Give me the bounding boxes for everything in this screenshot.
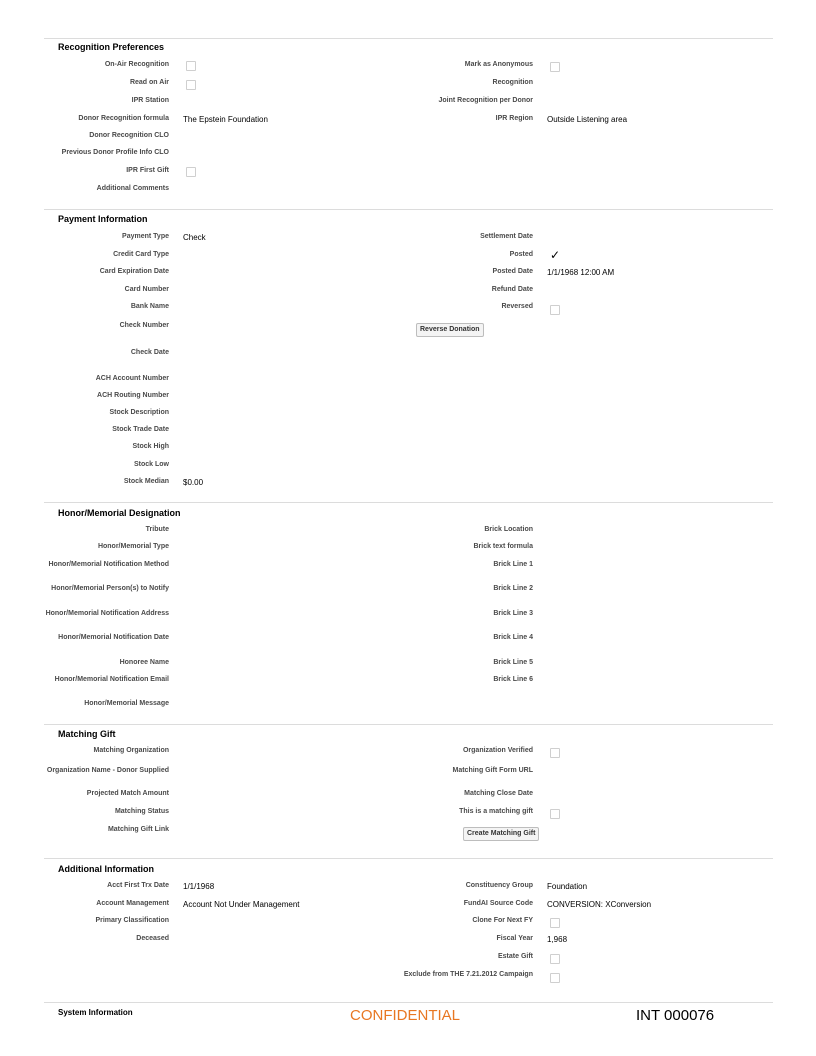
field-label: On-Air Recognition: [104, 61, 169, 68]
field-label: Brick Line 2: [493, 585, 533, 592]
section-divider: [44, 1002, 773, 1003]
field-label: IPR First Gift: [126, 167, 169, 174]
field-label: ACH Routing Number: [97, 392, 169, 399]
bates-number: INT 000076: [636, 1007, 715, 1024]
field-label: Exclude from THE 7.21.2012 Campaign: [403, 971, 533, 978]
field-label: Clone For Next FY: [472, 917, 533, 924]
donor-recognition-formula-value: The Epstein Foundation: [183, 115, 268, 124]
estate-gift-checkbox[interactable]: [550, 954, 560, 964]
matching-gift-checkbox[interactable]: [550, 809, 560, 819]
field-label: Stock Trade Date: [112, 426, 169, 433]
section-divider: [44, 724, 773, 725]
field-label: Matching Close Date: [464, 790, 533, 797]
exclude-campaign-checkbox[interactable]: [550, 973, 560, 983]
field-label: Matching Gift Form URL: [452, 767, 533, 774]
section-title-payment: Payment Information: [58, 214, 148, 224]
field-label: Organization Name - Donor Supplied: [46, 767, 169, 774]
section-divider: [44, 38, 773, 39]
field-label: Brick Line 6: [493, 676, 533, 683]
field-label: Matching Status: [114, 808, 169, 815]
field-label: Stock Median: [123, 478, 169, 485]
field-label: Brick Line 5: [493, 659, 533, 666]
field-label: Settlement Date: [480, 233, 533, 240]
reversed-checkbox[interactable]: [550, 305, 560, 315]
field-label: IPR Station: [131, 97, 169, 104]
account-management-value: Account Not Under Management: [183, 900, 300, 909]
field-label: Organization Verified: [462, 747, 533, 754]
on-air-recognition-checkbox[interactable]: [186, 61, 196, 71]
section-title-system: System Information: [58, 1008, 133, 1017]
field-label: Donor Recognition CLO: [89, 132, 169, 139]
field-label: Projected Match Amount: [86, 790, 169, 797]
field-label: IPR Region: [495, 115, 533, 122]
section-title-recognition: Recognition Preferences: [58, 42, 165, 52]
field-label: Stock High: [132, 443, 169, 450]
field-label: Check Date: [130, 349, 169, 356]
field-label: Honor/Memorial Message: [84, 700, 169, 707]
ipr-first-gift-checkbox[interactable]: [186, 167, 196, 177]
field-label: Honor/Memorial Person(s) to Notify: [51, 585, 169, 592]
field-label: Matching Organization: [93, 747, 169, 754]
section-divider: [44, 209, 773, 210]
field-label: Additional Comments: [96, 185, 169, 192]
field-label: This is a matching gift: [459, 808, 533, 815]
posted-date-value: 1/1/1968 12:00 AM: [547, 268, 615, 277]
field-label: Acct First Trx Date: [107, 882, 169, 889]
field-label: Posted Date: [492, 268, 533, 275]
field-label: Read on Air: [129, 79, 169, 86]
field-label: Brick Location: [484, 526, 533, 533]
field-label: Fiscal Year: [496, 935, 533, 942]
field-label: ACH Account Number: [95, 375, 169, 382]
field-label: Reversed: [501, 303, 533, 310]
field-label: Honor/Memorial Notification Address: [45, 610, 169, 617]
field-label: Joint Recognition per Donor: [438, 97, 533, 104]
field-label: Card Number: [124, 286, 169, 293]
field-label: Bank Name: [130, 303, 169, 310]
field-label: Check Number: [119, 322, 169, 329]
field-label: Matching Gift Link: [107, 826, 169, 833]
field-label: Previous Donor Profile Info CLO: [61, 149, 169, 156]
field-label: Posted: [509, 251, 533, 258]
section-title-matching: Matching Gift: [58, 729, 116, 739]
mark-as-anonymous-checkbox[interactable]: [550, 62, 560, 72]
posted-checkmark-icon[interactable]: ✓: [550, 248, 561, 262]
field-label: Deceased: [136, 935, 169, 942]
field-label: Credit Card Type: [113, 251, 169, 258]
organization-verified-checkbox[interactable]: [550, 748, 560, 758]
fundai-source-code-value: CONVERSION: XConversion: [547, 900, 652, 909]
field-label: Primary Classification: [95, 917, 169, 924]
field-label: Recognition: [492, 79, 533, 86]
field-label: Brick Line 3: [493, 610, 533, 617]
confidential-stamp: CONFIDENTIAL: [350, 1007, 461, 1024]
field-label: Honor/Memorial Notification Method: [48, 561, 169, 568]
field-label: FundAI Source Code: [463, 900, 533, 907]
field-label: Stock Description: [109, 409, 169, 416]
ipr-region-value: Outside Listening area: [547, 115, 628, 124]
field-label: Brick Line 1: [493, 561, 533, 568]
payment-type-value: Check: [183, 233, 206, 242]
constituency-group-value: Foundation: [547, 882, 588, 891]
section-title-honor: Honor/Memorial Designation: [58, 508, 181, 518]
field-label: Stock Low: [133, 461, 169, 468]
field-label: Honor/Memorial Notification Email: [54, 676, 169, 683]
field-label: Brick text formula: [473, 543, 533, 550]
field-label: Honoree Name: [119, 659, 169, 666]
field-label: Payment Type: [122, 233, 169, 240]
create-matching-gift-button[interactable]: Create Matching Gift: [463, 827, 539, 841]
stock-median-value: $0.00: [183, 478, 204, 487]
field-label: Estate Gift: [497, 953, 533, 960]
field-label: Mark as Anonymous: [464, 61, 533, 68]
read-on-air-checkbox[interactable]: [186, 80, 196, 90]
field-label: Account Management: [96, 900, 169, 907]
clone-for-next-fy-checkbox[interactable]: [550, 918, 560, 928]
acct-first-trx-date-value: 1/1/1968: [183, 882, 215, 891]
section-divider: [44, 502, 773, 503]
field-label: Refund Date: [491, 286, 533, 293]
section-divider: [44, 858, 773, 859]
field-label: Brick Line 4: [493, 634, 533, 641]
section-title-additional: Additional Information: [58, 864, 154, 874]
field-label: Donor Recognition formula: [78, 115, 169, 122]
field-label: Honor/Memorial Type: [97, 543, 169, 550]
field-label: Honor/Memorial Notification Date: [58, 634, 169, 641]
field-label: Card Expiration Date: [99, 268, 169, 275]
field-label: Tribute: [145, 526, 169, 533]
field-label: Constituency Group: [465, 882, 533, 889]
fiscal-year-value: 1,968: [547, 935, 568, 944]
reverse-donation-button[interactable]: Reverse Donation: [416, 323, 484, 337]
